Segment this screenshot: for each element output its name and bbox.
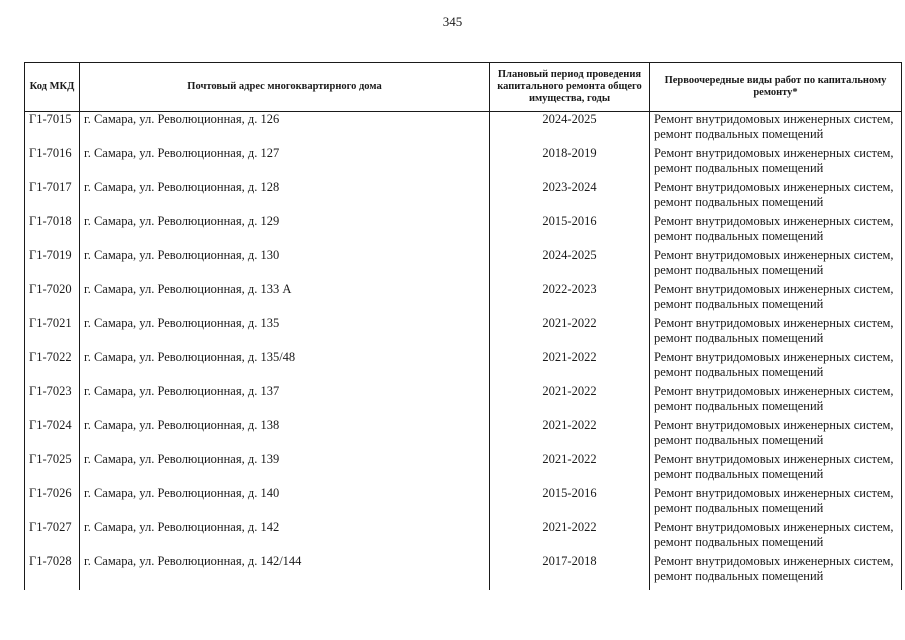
cell-code: Г1-7025	[25, 452, 80, 486]
works-line: Ремонт внутридомовых инженерных систем,	[654, 112, 894, 126]
works-line: Ремонт внутридомовых инженерных систем,	[654, 214, 894, 228]
works-line: ремонт подвальных помещений	[654, 297, 824, 311]
table-row	[25, 554, 902, 590]
cell-period: 2021-2022	[490, 520, 650, 554]
table-row	[25, 384, 902, 418]
cell-period: 2021-2022	[490, 384, 650, 418]
works-line: Ремонт внутридомовых инженерных систем,	[654, 452, 894, 466]
works-line: ремонт подвальных помещений	[654, 467, 824, 481]
cell-code: Г1-7024	[25, 418, 80, 452]
cell-period: 2018-2019	[490, 146, 650, 180]
cell-code: Г1-7020	[25, 282, 80, 316]
cell-works	[650, 350, 902, 384]
works-line: ремонт подвальных помещений	[654, 433, 824, 447]
header-code: Код МКД	[25, 63, 80, 112]
header-row	[25, 63, 902, 112]
cell-address: г. Самара, ул. Революционная, д. 130	[80, 248, 490, 282]
cell-address: г. Самара, ул. Революционная, д. 139	[80, 452, 490, 486]
works-line: Ремонт внутридомовых инженерных систем,	[654, 418, 894, 432]
works-line: ремонт подвальных помещений	[654, 535, 824, 549]
works-line: ремонт подвальных помещений	[654, 195, 824, 209]
cell-code: Г1-7026	[25, 486, 80, 520]
cell-code: Г1-7017	[25, 180, 80, 214]
table-row	[25, 350, 902, 384]
cell-address: г. Самара, ул. Революционная, д. 142	[80, 520, 490, 554]
cell-works	[650, 452, 902, 486]
works-line: Ремонт внутридомовых инженерных систем,	[654, 350, 894, 364]
cell-period: 2024-2025	[490, 248, 650, 282]
cell-period: 2021-2022	[490, 418, 650, 452]
table-row	[25, 282, 902, 316]
cell-period: 2015-2016	[490, 214, 650, 248]
cell-address: г. Самара, ул. Революционная, д. 138	[80, 418, 490, 452]
cell-period: 2024-2025	[490, 112, 650, 147]
cell-period: 2022-2023	[490, 282, 650, 316]
cell-works	[650, 384, 902, 418]
works-line: ремонт подвальных помещений	[654, 161, 824, 175]
repair-schedule-table	[24, 62, 902, 590]
cell-period: 2021-2022	[490, 452, 650, 486]
works-line: Ремонт внутридомовых инженерных систем,	[654, 316, 894, 330]
works-line: Ремонт внутридомовых инженерных систем,	[654, 146, 894, 160]
cell-works	[650, 520, 902, 554]
cell-address: г. Самара, ул. Революционная, д. 137	[80, 384, 490, 418]
table-row	[25, 112, 902, 147]
cell-works	[650, 214, 902, 248]
cell-works	[650, 180, 902, 214]
cell-address: г. Самара, ул. Революционная, д. 128	[80, 180, 490, 214]
table-row	[25, 486, 902, 520]
cell-period: 2021-2022	[490, 350, 650, 384]
cell-address: г. Самара, ул. Революционная, д. 135	[80, 316, 490, 350]
works-line: Ремонт внутридомовых инженерных систем,	[654, 520, 894, 534]
cell-code: Г1-7016	[25, 146, 80, 180]
header-works: Первоочередные виды работ по капитальному ремонту*	[650, 63, 902, 112]
cell-code: Г1-7021	[25, 316, 80, 350]
cell-period: 2017-2018	[490, 554, 650, 590]
cell-works	[650, 418, 902, 452]
cell-works	[650, 146, 902, 180]
cell-address: г. Самара, ул. Революционная, д. 133 А	[80, 282, 490, 316]
table-row	[25, 146, 902, 180]
works-line: Ремонт внутридомовых инженерных систем,	[654, 282, 894, 296]
table-body	[25, 112, 902, 591]
cell-works	[650, 282, 902, 316]
table-row	[25, 418, 902, 452]
works-line: Ремонт внутридомовых инженерных систем,	[654, 486, 894, 500]
cell-code: Г1-7015	[25, 112, 80, 147]
cell-works	[650, 316, 902, 350]
works-line: ремонт подвальных помещений	[654, 263, 824, 277]
works-line: ремонт подвальных помещений	[654, 229, 824, 243]
table-row	[25, 316, 902, 350]
works-line: ремонт подвальных помещений	[654, 331, 824, 345]
page-number: 345	[442, 14, 463, 29]
works-line: Ремонт внутридомовых инженерных систем,	[654, 384, 894, 398]
cell-code: Г1-7019	[25, 248, 80, 282]
cell-works	[650, 112, 902, 147]
cell-works	[650, 486, 902, 520]
cell-code: Г1-7027	[25, 520, 80, 554]
works-line: ремонт подвальных помещений	[654, 399, 824, 413]
cell-works	[650, 248, 902, 282]
cell-code: Г1-7022	[25, 350, 80, 384]
cell-address: г. Самара, ул. Революционная, д. 142/144	[80, 554, 490, 590]
cell-address: г. Самара, ул. Революционная, д. 135/48	[80, 350, 490, 384]
works-line: ремонт подвальных помещений	[654, 365, 824, 379]
cell-works	[650, 554, 902, 590]
works-line: ремонт подвальных помещений	[654, 127, 824, 141]
cell-code: Г1-7023	[25, 384, 80, 418]
cell-code: Г1-7018	[25, 214, 80, 248]
table-row	[25, 452, 902, 486]
header-address: Почтовый адрес многоквартирного дома	[80, 63, 490, 112]
cell-address: г. Самара, ул. Революционная, д. 129	[80, 214, 490, 248]
cell-address: г. Самара, ул. Революционная, д. 127	[80, 146, 490, 180]
works-line: Ремонт внутридомовых инженерных систем,	[654, 554, 894, 568]
table-row	[25, 248, 902, 282]
table-row	[25, 214, 902, 248]
table-row	[25, 180, 902, 214]
cell-period: 2015-2016	[490, 486, 650, 520]
cell-period: 2021-2022	[490, 316, 650, 350]
works-line: Ремонт внутридомовых инженерных систем,	[654, 180, 894, 194]
cell-period: 2023-2024	[490, 180, 650, 214]
works-line: ремонт подвальных помещений	[654, 501, 824, 515]
table-row	[25, 520, 902, 554]
header-period: Плановый период проведения капитального ремонта общего имущества, годы	[490, 63, 650, 112]
cell-code: Г1-7028	[25, 554, 80, 590]
cell-address: г. Самара, ул. Революционная, д. 140	[80, 486, 490, 520]
works-line: ремонт подвальных помещений	[654, 569, 824, 583]
works-line: Ремонт внутридомовых инженерных систем,	[654, 248, 894, 262]
cell-address: г. Самара, ул. Революционная, д. 126	[80, 112, 490, 147]
table-header	[25, 63, 902, 112]
